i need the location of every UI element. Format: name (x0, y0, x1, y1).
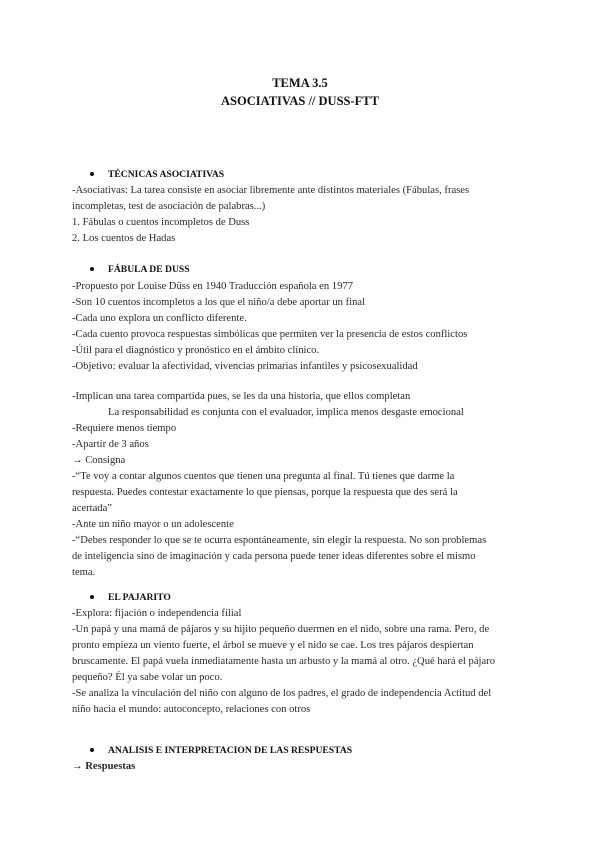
text-line: -Ante un niño mayor o un adolescente (72, 519, 234, 530)
text-line: de inteligencia sino de imaginación y cada persona puede tener ideas diferentes sobre el mismo (72, 551, 476, 562)
text-line: -Asociativas: La tarea consiste en asociar libremente ante distintos materiales (Fábulas, frases (72, 185, 470, 196)
text-line: bruscamente. El papá vuela inmediatamente hasta un arbusto y la mamá al otro. ¿Qué hará el pájaro (72, 656, 495, 667)
section-heading-text: EL PAJARITO (108, 592, 171, 603)
text-line: niño hacia el mundo: autoconcepto, relaciones con otros (72, 704, 311, 715)
text-line: -“Te voy a contar algunos cuentos que tienen una pregunta al final. Tú tienes que darme la (72, 471, 455, 482)
bullet-icon (90, 267, 94, 271)
text-line: tema. (72, 567, 96, 578)
text-line: → Respuestas (72, 761, 136, 772)
text-line: -Objetivo: evaluar la afectividad, vivencias primarias infantiles y psicosexualidad (72, 361, 418, 372)
section-heading-tecnicas (90, 167, 224, 182)
page-title-line2: ASOCIATIVAS // DUSS-FTT (221, 94, 379, 108)
bullet-icon (90, 172, 94, 176)
bullet-icon (90, 595, 94, 599)
text-line: -Cada uno explora un conflicto diferente. (72, 313, 247, 324)
text-line: -Un papá y una mamá de pájaros y su hijito pequeño duermen en el nido, sobre una rama. Pero, de (72, 624, 490, 635)
text-line: -Son 10 cuentos incompletos a los que el niño/a debe aportar un final (72, 297, 366, 308)
text-line: -Propuesto por Louise Düss en 1940 Traducción española en 1977 (72, 281, 353, 292)
text-line: pronto empieza un viento fuerte, el árbol se mueve y el nido se cae. Los tres pájaros despiertan (72, 640, 474, 651)
text-line: -Explora: fijación o independencia filial (72, 608, 242, 619)
text-line: pequeño? Él ya sabe volar un poco. (72, 672, 223, 683)
section-heading-text: FÁBULA DE DUSS (108, 264, 190, 275)
section-heading-fabula (90, 262, 190, 277)
section-heading-analisis (90, 743, 352, 758)
text-line: 2. Los cuentos de Hadas (72, 233, 176, 244)
section-heading-pajarito (90, 590, 171, 605)
text-line: -Útil para el diagnóstico y pronóstico en el ámbito clínico. (72, 345, 320, 356)
section-heading-text: ANALISIS E INTERPRETACION DE LAS RESPUESTAS (108, 745, 353, 756)
text-line: -Cada cuento provoca respuestas simbólicas que permiten ver la presencia de estos conflictos (72, 329, 468, 340)
bullet-icon (90, 748, 94, 752)
text-line: -Requiere menos tiempo (72, 423, 177, 434)
text-line: 1. Fábulas o cuentos incompletos de Duss (72, 217, 250, 228)
text-line: incompletas, test de asociación de palabras...) (72, 201, 266, 212)
text-line: -Se analiza la vinculación del niño con alguno de los padres, el grado de independencia Actitud del (72, 688, 492, 699)
text-line: → Consigna (72, 455, 126, 466)
text-line: -“Debes responder lo que se te ocurra espontáneamente, sin elegir la respuesta. No son problemas (72, 535, 487, 546)
text-line: La responsabilidad es conjunta con el evaluador, implica menos desgaste emocional (108, 407, 464, 418)
page-title-line1: TEMA 3.5 (272, 76, 328, 90)
text-line: respuesta. Puedes contestar exactamente lo que piensas, porque la respuesta que des será la (72, 487, 458, 498)
section-heading-text: TÉCNICAS ASOCIATIVAS (108, 169, 225, 180)
text-line: -Implican una tarea compartida pues, se les da una historia, que ellos completan (72, 391, 411, 402)
text-line: -Apartir de 3 años (72, 439, 149, 450)
text-line: acertada” (72, 503, 112, 514)
